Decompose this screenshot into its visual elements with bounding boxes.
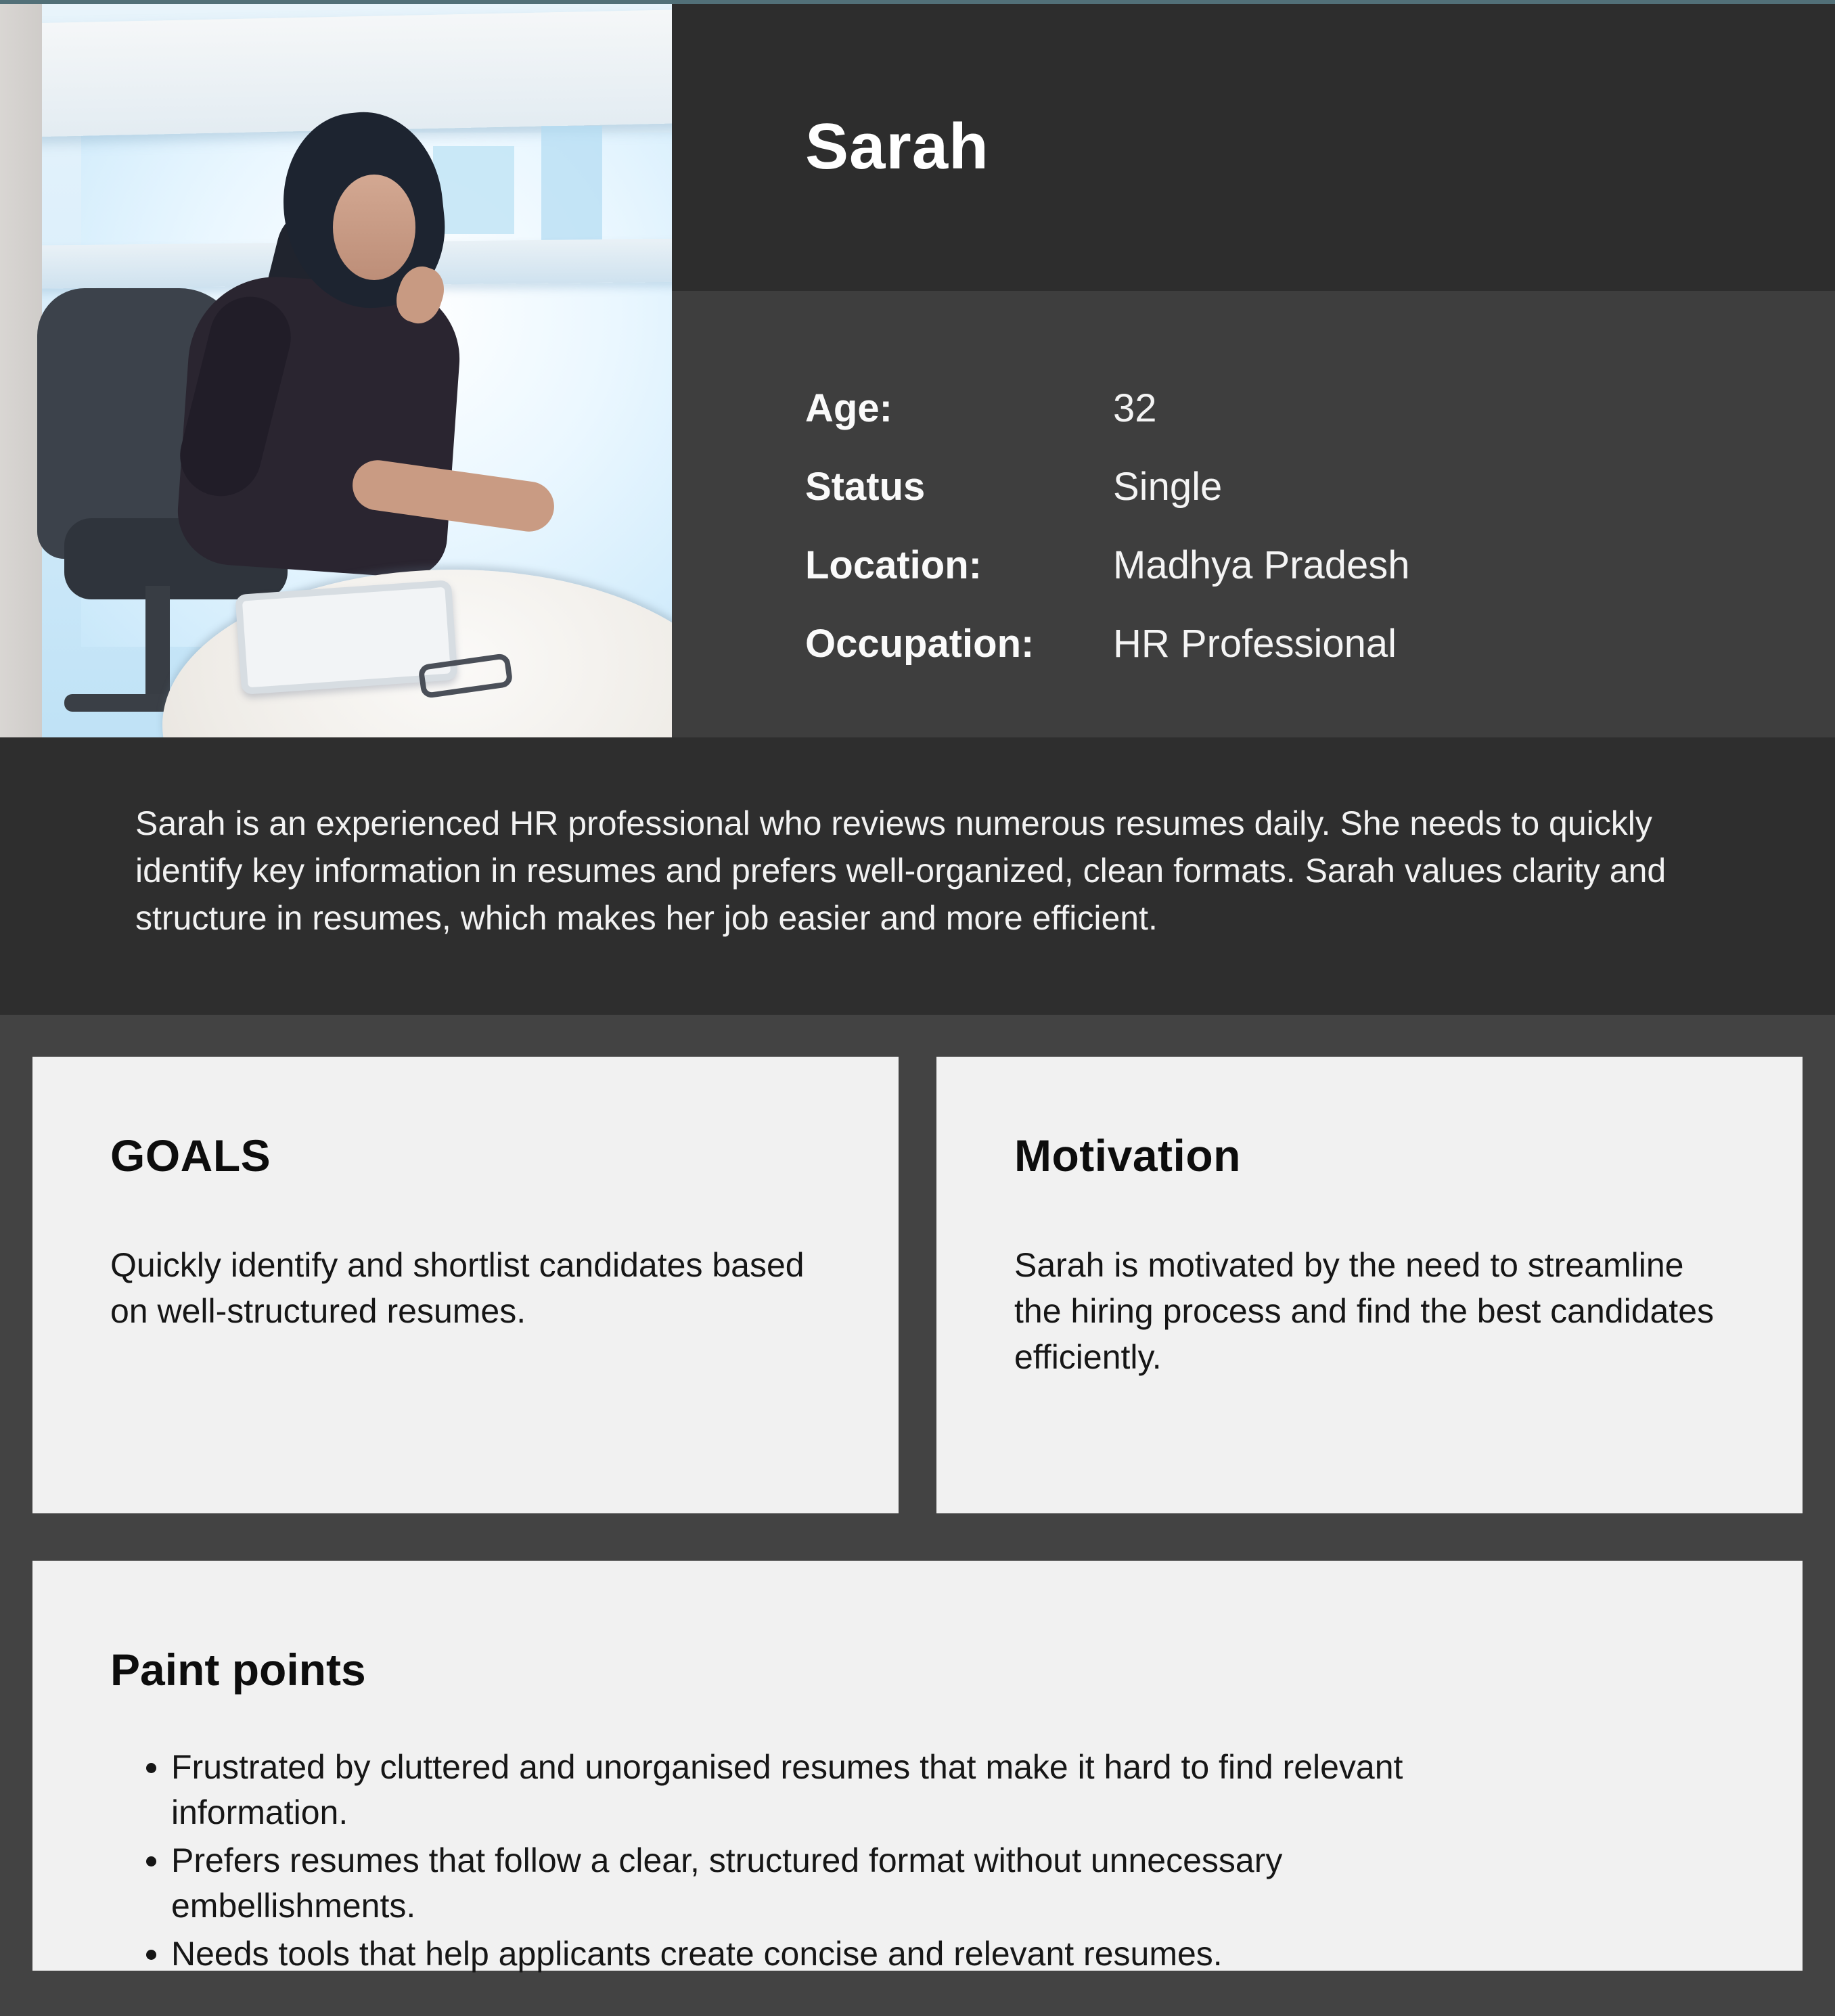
detail-row-status	[805, 465, 1794, 509]
pain-points-list	[110, 1745, 1531, 1977]
goals-body: Quickly identify and shortlist candidates based on well-structured resumes.	[110, 1246, 805, 1330]
motivation-card	[936, 1057, 1803, 1513]
pain-points-heading: Paint points	[110, 1645, 366, 1695]
window-background-shape	[433, 146, 514, 234]
detail-value: Single	[1113, 465, 1223, 509]
details-panel	[672, 291, 1835, 737]
pain-point-item: • Prefers resumes that follow a clear, structured format without unnecessary embellishments.	[171, 1838, 1531, 1929]
person-face	[333, 175, 415, 280]
detail-row-occupation	[805, 622, 1794, 666]
detail-value: 32	[1113, 386, 1157, 430]
detail-label: Status	[805, 465, 926, 509]
about-text: Sarah is an experienced HR professional who reviews numerous resumes daily. She needs to quickly identify key information in resumes and prefers well-organized, clean formats. Sarah values clarity and structure in resumes, which makes her job easier and more efficient.	[135, 804, 1667, 937]
name-header	[672, 4, 1835, 291]
goals-card	[32, 1057, 899, 1513]
motivation-body: Sarah is motivated by the need to streamline the hiring process and find the best candidates efficiently.	[1014, 1246, 1715, 1376]
goals-heading: GOALS	[110, 1130, 271, 1181]
persona-photo	[0, 4, 672, 737]
chair-post	[145, 586, 170, 708]
window-background-shape	[541, 126, 602, 241]
cards-row	[32, 1057, 1803, 1513]
detail-label: Location:	[805, 543, 982, 587]
detail-label: Occupation:	[805, 622, 1035, 666]
about-band	[0, 737, 1835, 1015]
pain-point-item: • Frustrated by cluttered and unorganised resumes that make it hard to find relevant information.	[171, 1745, 1531, 1835]
hero-right-column	[672, 4, 1835, 737]
hero-section	[0, 4, 1835, 737]
wall-edge	[0, 4, 42, 737]
detail-value: HR Professional	[1113, 622, 1397, 666]
lower-content	[0, 1015, 1835, 1971]
detail-value: Madhya Pradesh	[1113, 543, 1410, 587]
pain-point-item: • Needs tools that help applicants create concise and relevant resumes.	[171, 1931, 1531, 1977]
detail-row-age	[805, 387, 1794, 430]
detail-label: Age:	[805, 386, 892, 430]
detail-row-location	[805, 544, 1794, 587]
persona-name: Sarah	[805, 110, 989, 183]
pain-points-card	[32, 1561, 1803, 1971]
motivation-heading: Motivation	[1014, 1130, 1241, 1181]
